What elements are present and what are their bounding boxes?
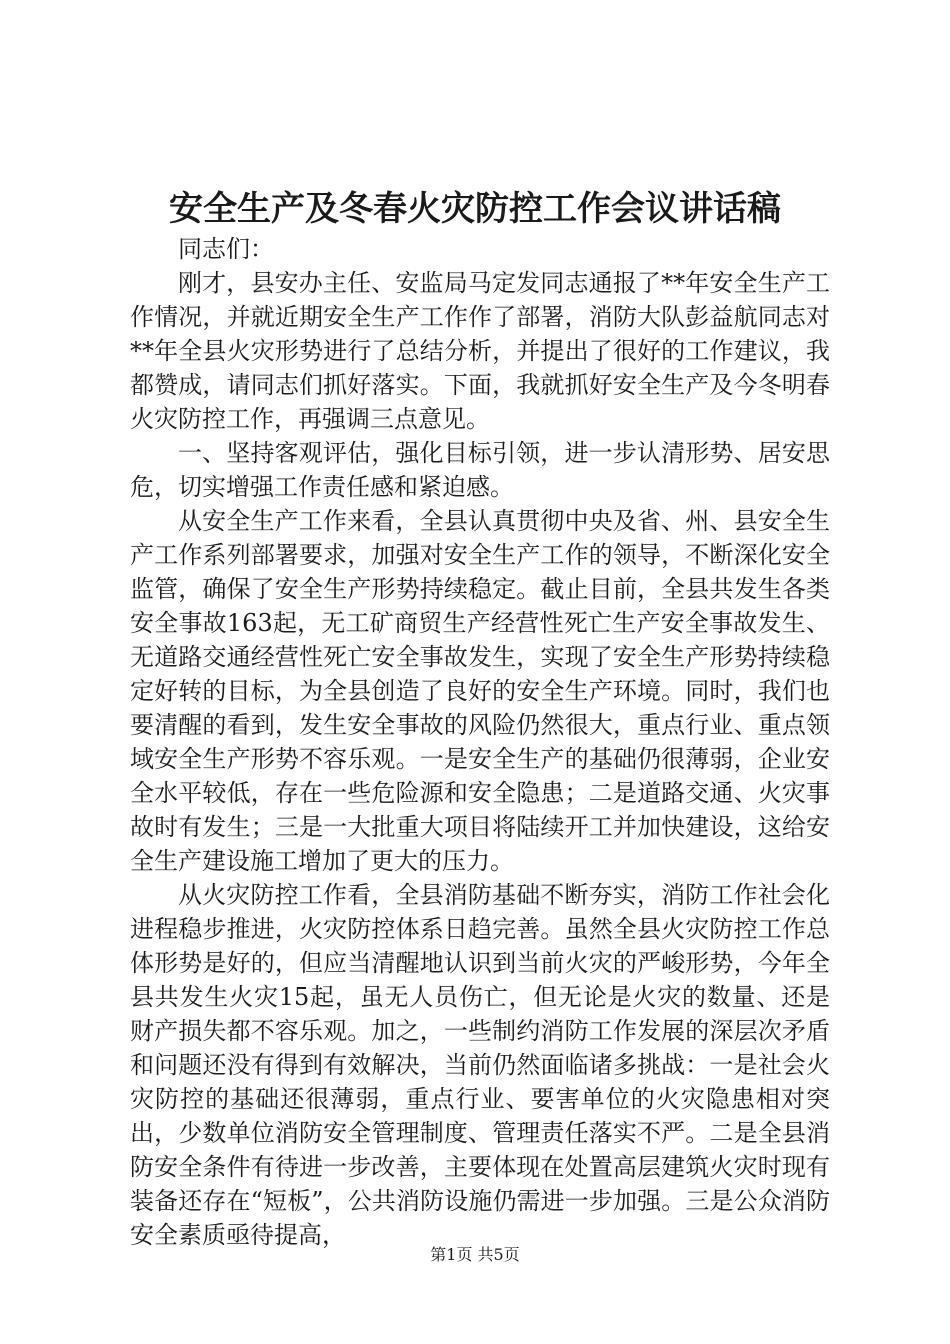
page-footer: 第1页 共5页 — [430, 1245, 520, 1264]
section-heading-1: 一、坚持客观评估，强化目标引领，进一步认清形势、居安思危，切实增强工作责任感和紧迫感。 — [130, 439, 830, 501]
paragraph-intro: 刚才，县安办主任、安监局马定发同志通报了**年安全生产工作情况，并就近期安全生产工作作了部署，消防大队彭益航同志对**年全县火灾形势进行了总结分析，并提出了很好的工作建议，我都赞成，请同志们抓好落实。下面，我就抓好安全生产及今冬明春火灾防控工作，再强调三点意见。 — [130, 269, 830, 433]
salutation: 同志们： — [178, 235, 274, 263]
document-body — [130, 232, 830, 1252]
document-title: 安全生产及冬春火灾防控工作会议讲话稿 — [169, 189, 781, 229]
paragraph-safety-production: 从安全生产工作来看，全县认真贯彻中央及省、州、县安全生产工作系列部署要求，加强对安全生产工作的领导，不断深化安全监管，确保了安全生产形势持续稳定。截止目前，全县共发生各类安全事故163起，无工矿商贸生产经营性死亡生产安全事故发生、无道路交通经营性死亡安全事故发生，实现了安全生产形势持续稳定好转的目标，为全县创造了良好的安全生产环境。同时，我们也要清醒的看到，发生安全事故的风险仍然很大，重点行业、重点领域安全生产形势不容乐观。一是安全生产的基础仍很薄弱，企业安全水平较低，存在一些危险源和安全隐患；二是道路交通、火灾事故时有发生；三是一大批重大项目将陆续开工并加快建设，这给安全生产建设施工增加了更大的压力。 — [130, 507, 830, 875]
paragraph-fire-prevention: 从火灾防控工作看，全县消防基础不断夯实，消防工作社会化进程稳步推进，火灾防控体系日趋完善。虽然全县火灾防控工作总体形势是好的，但应当清醒地认识到当前火灾的严峻形势，今年全县共发生火灾15起，虽无人员伤亡，但无论是火灾的数量、还是财产损失都不容乐观。加之，一些制约消防工作发展的深层次矛盾和问题还没有得到有效解决，当前仍然面临诸多挑战：一是社会火灾防控的基础还很薄弱，重点行业、要害单位的火灾隐患相对突出，少数单位消防安全管理制度、管理责任落实不严。二是全县消防安全条件有待进一步改善，主要体现在处置高层建筑火灾时现有装备还存在“短板”，公共消防设施仍需进一步加强。三是公众消防安全素质亟待提高， — [130, 881, 830, 1249]
